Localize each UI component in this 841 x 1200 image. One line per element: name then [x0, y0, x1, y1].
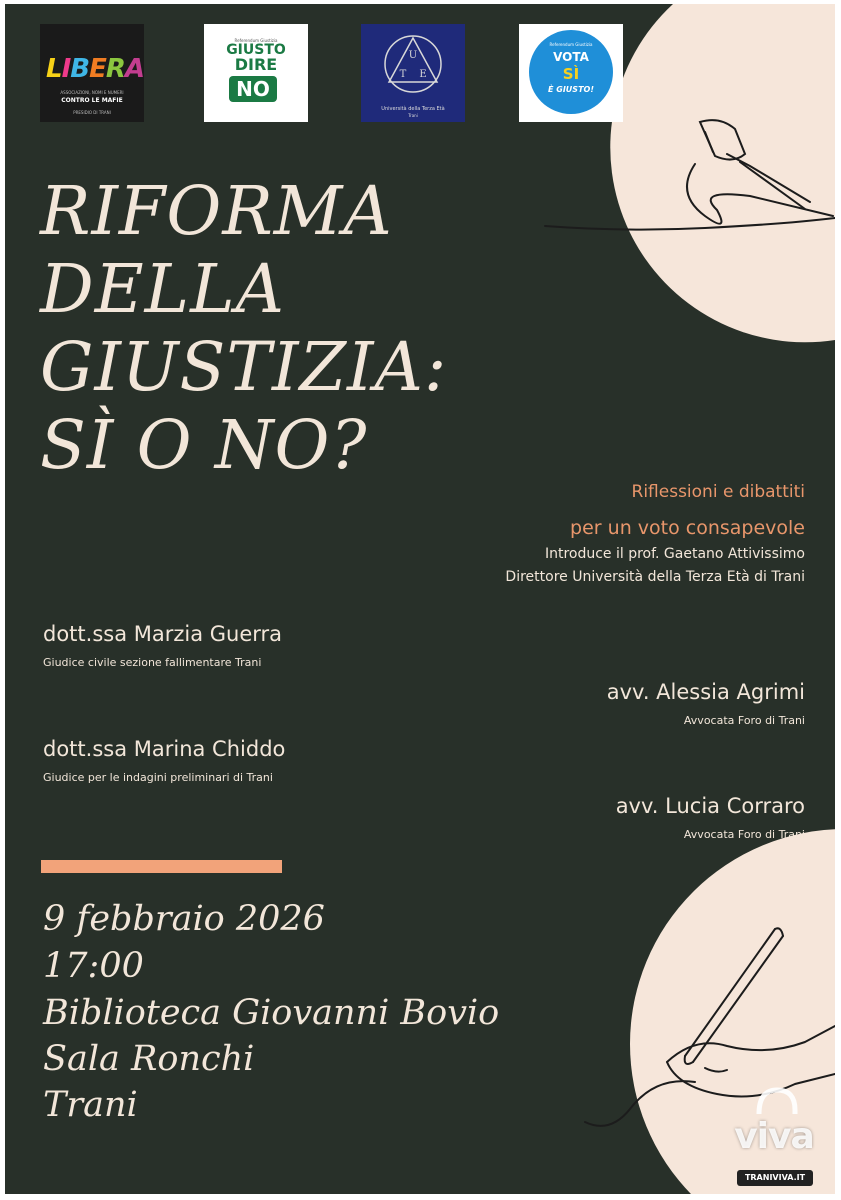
subtitle-line1: Riflessioni e dibattiti: [631, 482, 805, 502]
event-room: Sala Ronchi: [43, 1039, 255, 1079]
vota-si-logo: [519, 24, 623, 122]
svg-text:E: E: [419, 69, 427, 80]
speaker-name: dott.ssa Marina Chiddo: [43, 737, 286, 761]
title-line: RIFORMA: [40, 172, 393, 250]
libera-line1: ASSOCIAZIONI, NOMI E NUMERI: [60, 90, 124, 95]
giusto-small: Referendum Giustizia: [234, 38, 278, 43]
poster: [5, 4, 835, 1194]
vota-line1: VOTA: [553, 50, 589, 64]
speaker-role: Avvocata Foro di Trani: [683, 714, 805, 727]
traniviva-watermark: [719, 1082, 829, 1190]
ute-logo: [361, 24, 465, 122]
speaker-name: avv. Alessia Agrimi: [606, 680, 805, 704]
poster-title: [40, 172, 448, 484]
watermark-word: viva: [734, 1116, 814, 1157]
watermark-site: TRANIVIVA.IT: [737, 1170, 813, 1186]
title-line: DELLA: [40, 250, 285, 328]
libera-logo: [40, 24, 144, 122]
top-right-circle: [610, 4, 835, 342]
event-city: Trani: [43, 1085, 138, 1125]
event-time: 17:00: [43, 946, 144, 986]
vota-line2: SÌ: [562, 65, 580, 83]
libera-wordmark: LIBERA: [46, 54, 144, 84]
ute-line1: Università della Terza Età: [381, 106, 445, 112]
speaker-role: Avvocata Foro di Trani: [683, 828, 805, 841]
ute-line2: Trani: [408, 113, 418, 118]
libera-line3: PRESIDIO DI TRANI: [73, 110, 111, 115]
subtitle-line2: per un voto consapevole: [570, 517, 805, 539]
vota-small: Referendum Giustizia: [549, 42, 593, 47]
giusto-line1: GIUSTO: [226, 42, 286, 58]
ute-emblem-icon: [383, 30, 443, 98]
speaker-name: avv. Lucia Corraro: [615, 794, 805, 818]
accent-bar: [41, 860, 282, 873]
speaker-role: Giudice civile sezione fallimentare Trani: [43, 656, 262, 669]
svg-text:U: U: [408, 50, 418, 61]
vota-line3: È GIUSTO!: [548, 85, 594, 94]
intro-role: Direttore Università della Terza Età di Trani: [505, 569, 805, 585]
title-line: GIUSTIZIA:: [40, 328, 448, 406]
svg-text:T: T: [399, 69, 407, 80]
giusto-line3: NO: [229, 76, 277, 102]
giusto-line2: DIRE: [234, 55, 278, 74]
speaker-role: Giudice per le indagini preliminari di Trani: [43, 771, 273, 784]
libera-line2: CONTRO LE MAFIE: [61, 97, 123, 104]
intro-text: Introduce il prof. Gaetano Attivissimo: [544, 546, 805, 562]
title-line: SÌ O NO?: [40, 406, 368, 484]
vota-circle: [529, 30, 613, 114]
speaker-name: dott.ssa Marzia Guerra: [43, 622, 283, 646]
event-venue: Biblioteca Giovanni Bovio: [43, 993, 500, 1033]
giusto-dire-no-logo: [204, 24, 308, 122]
event-date: 9 febbraio 2026: [43, 899, 325, 939]
